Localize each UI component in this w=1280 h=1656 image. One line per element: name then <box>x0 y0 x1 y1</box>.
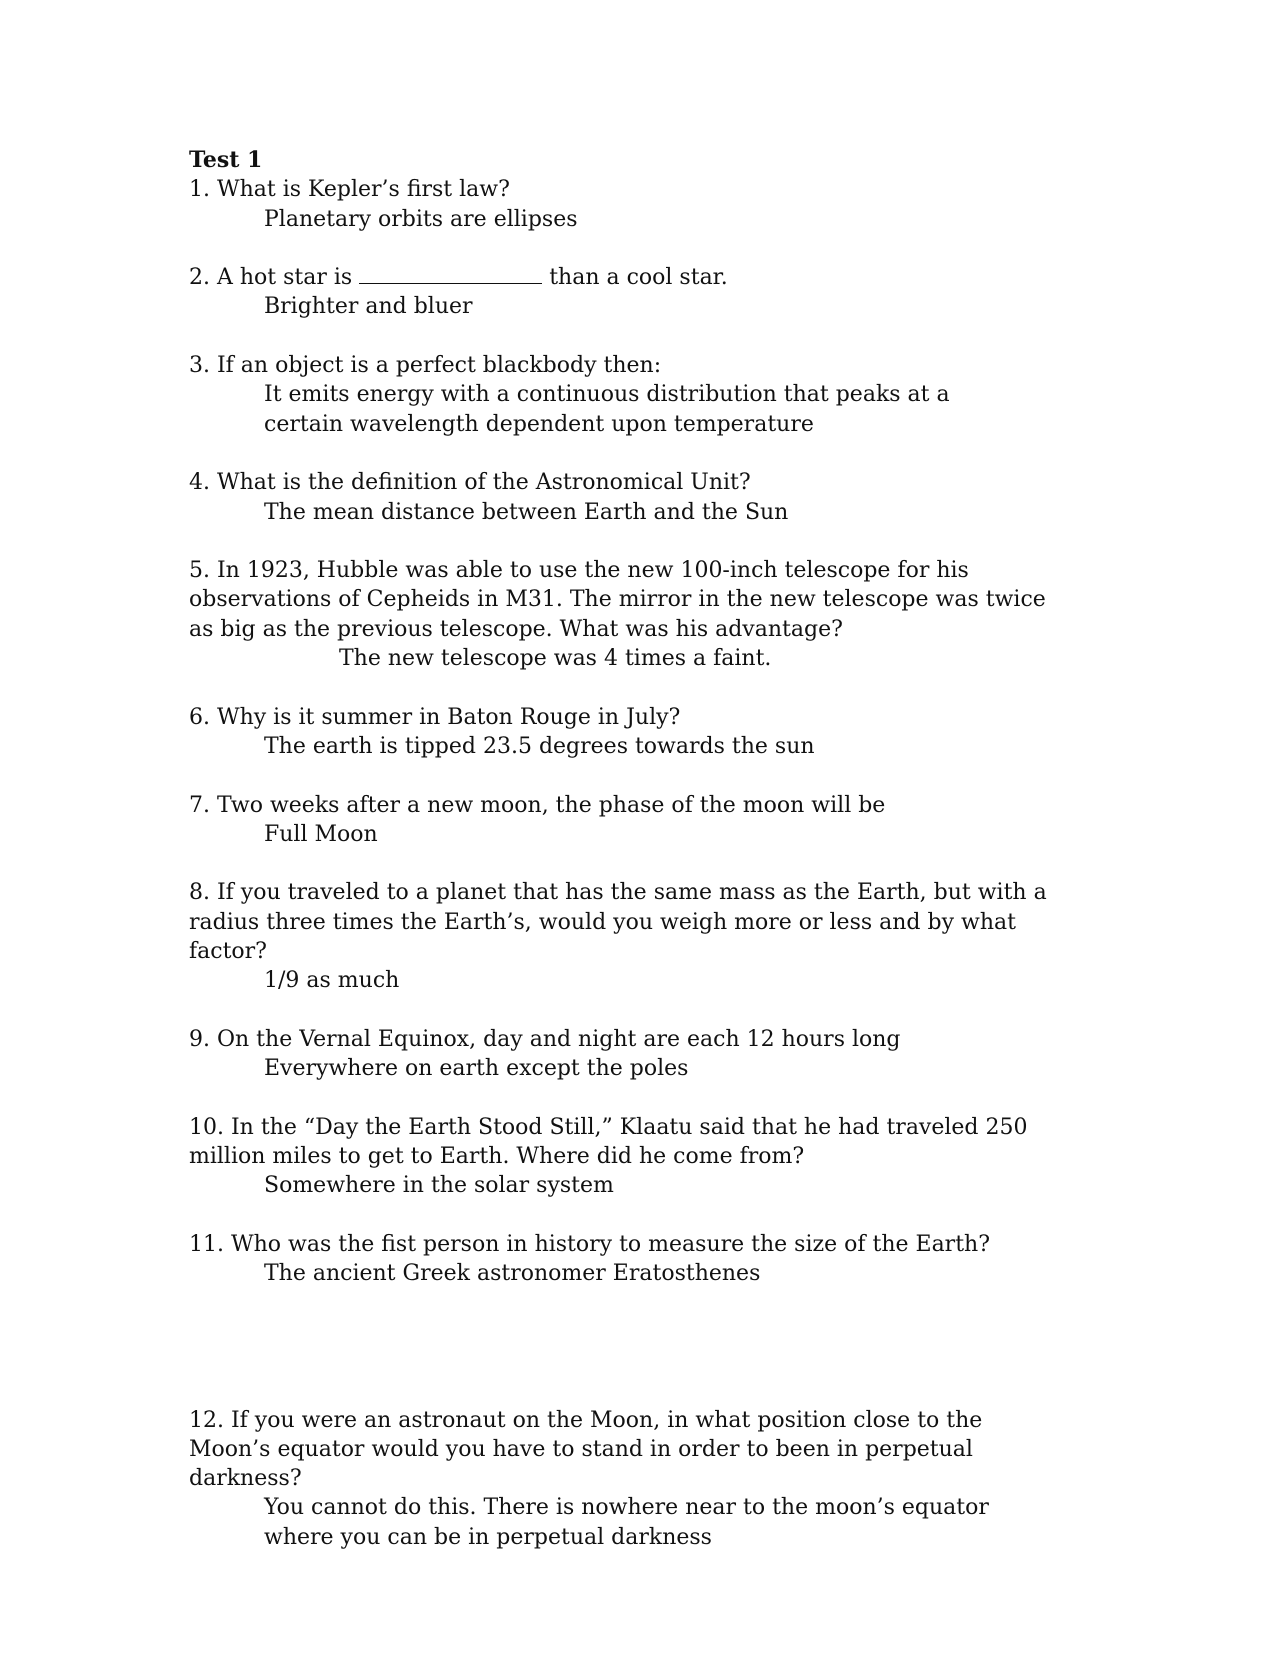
question-text: 7. Two weeks after a new moon, the phase of the moon will be <box>189 792 886 818</box>
question-12 <box>189 1406 1089 1552</box>
question-4 <box>189 468 1089 527</box>
question-10 <box>189 1113 1089 1201</box>
question-text: 4. What is the definition of the Astronomical Unit? <box>189 470 751 496</box>
question-text <box>189 263 1089 292</box>
answer-text: Full Moon <box>264 821 378 847</box>
page-spacer <box>189 1289 1089 1406</box>
answer-text: The earth is tipped 23.5 degrees towards the sun <box>264 733 815 759</box>
answer-text: Planetary orbits are ellipses <box>264 206 578 232</box>
answer-text: The ancient Greek astronomer Eratosthenes <box>264 1261 761 1287</box>
document-page <box>189 146 1089 1581</box>
answer-text: Somewhere in the solar system <box>264 1173 614 1199</box>
question-text: 12. If you were an astronaut on the Moon, in what position close to the Moon’s equator would you have to stand in order to been in perpetual darkness? <box>189 1407 983 1492</box>
question-1 <box>189 175 1089 234</box>
question-8 <box>189 878 1089 995</box>
document-title: Test 1 <box>189 147 263 173</box>
answer-text: You cannot do this. There is nowhere near to the moon’s equator where you can be in perpetual darkness <box>264 1495 989 1550</box>
question-9 <box>189 1025 1089 1084</box>
question-3 <box>189 351 1089 439</box>
answer-text: 1/9 as much <box>264 968 400 994</box>
question-text: 3. If an object is a perfect blackbody then: <box>189 353 662 379</box>
answer-text: It emits energy with a continuous distribution that peaks at a certain wavelength dependent upon temperature <box>264 382 950 437</box>
question-7 <box>189 791 1089 850</box>
question-text: 6. Why is it summer in Baton Rouge in July? <box>189 704 681 730</box>
answer-text: Everywhere on earth except the poles <box>264 1056 689 1082</box>
answer-text: Brighter and bluer <box>264 294 473 320</box>
question-text: 1. What is Kepler’s first law? <box>189 177 510 203</box>
question-6 <box>189 703 1089 762</box>
answer-text: The new telescope was 4 times a faint. <box>339 646 772 672</box>
question-5 <box>189 556 1089 673</box>
question-text: 10. In the “Day the Earth Stood Still,” Klaatu said that he had traveled 250 million miles to get to Earth. Where did he come from? <box>189 1114 1028 1170</box>
question-text-before-blank: 2. A hot star is <box>189 265 360 291</box>
question-text-after-blank: than a cool star. <box>542 265 728 291</box>
question-11 <box>189 1230 1089 1289</box>
fill-in-blank <box>359 265 542 284</box>
answer-text: The mean distance between Earth and the Sun <box>264 499 789 525</box>
question-text: 11. Who was the fist person in history to measure the size of the Earth? <box>189 1231 991 1257</box>
question-text: 8. If you traveled to a planet that has the same mass as the Earth, but with a radius three times the Earth’s, would you weigh more or less and by what factor? <box>189 880 1047 965</box>
question-2 <box>189 263 1089 322</box>
question-text: 5. In 1923, Hubble was able to use the new 100-inch telescope for his observations of Cepheids in M31. The mirror in the new telescope was twice as big as the previous telescope. What was his advantage? <box>189 558 1046 642</box>
question-text: 9. On the Vernal Equinox, day and night are each 12 hours long <box>189 1026 901 1052</box>
